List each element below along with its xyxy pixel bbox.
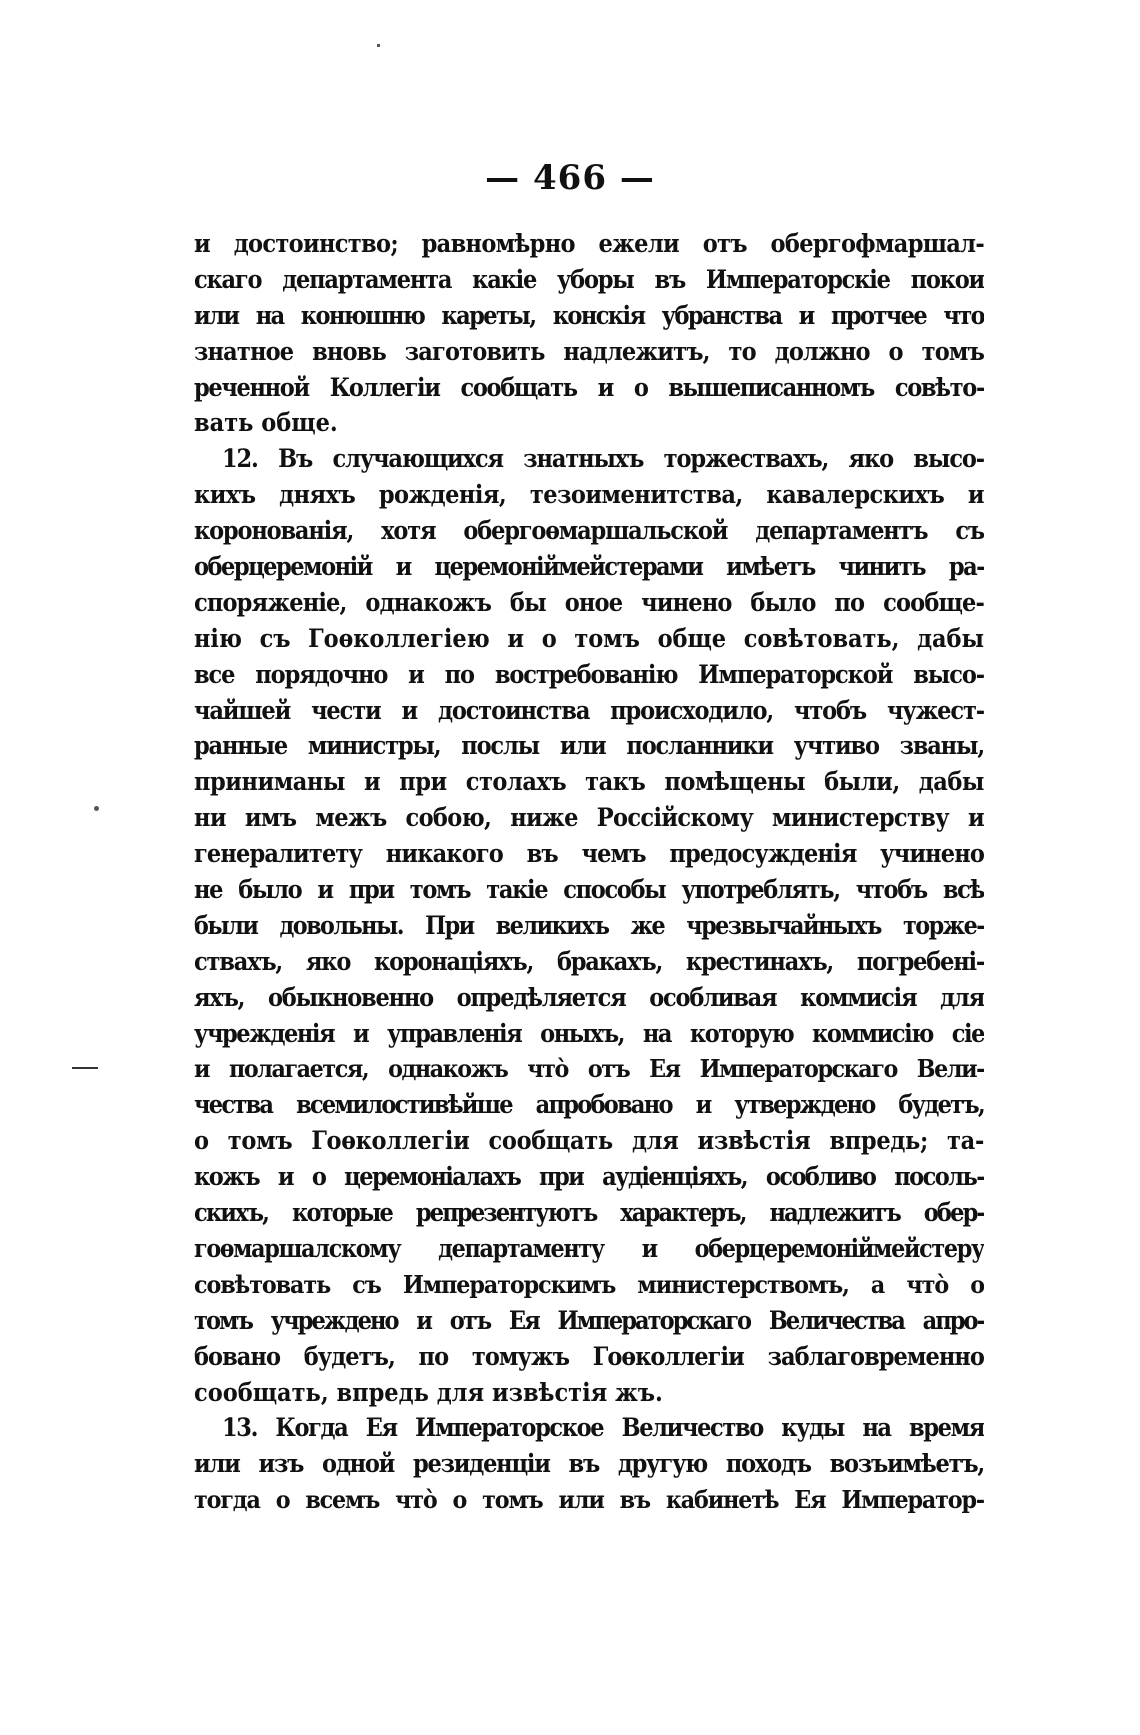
text-line: чества всемилостивѣйше апробовано и утверждено будетъ, xyxy=(194,1090,984,1120)
text-line: реченной Коллегіи сообщать и о вышеписанномъ совѣто- xyxy=(194,372,984,402)
text-line: кихъ дняхъ рожденія, тезоименитства, кавалерскихъ и xyxy=(194,480,984,510)
margin-dash-mark xyxy=(72,1067,98,1069)
text-line: генералитету никакого въ чемъ предосужденія учинено xyxy=(194,839,984,869)
text-line: споряженіе, однакожъ бы оное чинено было по сообще- xyxy=(194,587,984,617)
text-line: все порядочно и по востребованію Императорской высо- xyxy=(194,659,984,689)
text-line: были довольны. При великихъ же чрезвычайныхъ торже- xyxy=(194,910,984,940)
text-line: скаго департамента какіе уборы въ Императорскіе покои xyxy=(194,264,984,294)
text-line: не было и при томъ такіе способы употреблять, чтобъ всѣ xyxy=(194,875,984,905)
text-line: томъ учреждено и отъ Ея Императорскаго Величества апро- xyxy=(194,1305,984,1335)
text-line: или изъ одной резиденціи въ другую походъ возъимѣетъ, xyxy=(194,1449,984,1479)
text-line: скихъ, которые репрезентуютъ характеръ, надлежитъ обер- xyxy=(194,1198,984,1228)
text-line: сообщать, впредь для извѣстія жъ. xyxy=(194,1377,663,1407)
text-line: вать обще. xyxy=(194,408,338,438)
text-line: гоѳмаршалскому департаменту и оберцеремоніймейстеру xyxy=(194,1233,984,1263)
body-text xyxy=(194,226,984,1518)
text-line: ствахъ, яко коронаціяхъ, бракахъ, крестинахъ, погребені- xyxy=(194,946,984,976)
text-line: коронованія, хотя обергоѳмаршальской департаментъ съ xyxy=(194,516,984,546)
text-line: бовано будетъ, по томужъ Гоѳколлегіи заблаговременно xyxy=(194,1341,984,1371)
text-line: знатное вновь заготовить надлежитъ, то должно о томъ xyxy=(194,336,984,366)
text-line: или на конюшню кареты, конскія убранства и протчее что xyxy=(194,300,984,330)
text-line: о томъ Гоѳколлегіи сообщать для извѣстія впредь; та- xyxy=(194,1126,984,1156)
text-line: чайшей чести и достоинства происходило, чтобъ чужест- xyxy=(194,695,984,725)
speck-margin xyxy=(94,806,99,811)
speck-top xyxy=(377,44,380,47)
text-line: тогда о всемъ что̀ о томъ или въ кабинетѣ Ея Император- xyxy=(194,1485,984,1515)
text-line: совѣтовать съ Императорскимъ министерствомъ, а что̀ о xyxy=(194,1269,984,1299)
text-line: яхъ, обыкновенно опредѣляется особливая коммисія для xyxy=(194,982,984,1012)
text-line: 13. Когда Ея Императорское Величество куды на время xyxy=(222,1413,984,1443)
text-line: кожъ и о церемоніалахъ при аудіенціяхъ, особливо посоль- xyxy=(194,1162,984,1192)
text-line: учрежденія и управленія оныхъ, на которую коммисію сіе xyxy=(194,1018,984,1048)
text-line: приниманы и при столахъ такъ помѣщены были, дабы xyxy=(194,767,984,797)
text-line: ранные министры, послы или посланники учтиво званы, xyxy=(194,731,984,761)
text-line: и полагается, однакожъ что̀ отъ Ея Императорскаго Вели- xyxy=(194,1054,984,1084)
text-line: нію съ Гоѳколлегіею и о томъ обще совѣтовать, дабы xyxy=(194,623,984,653)
page-number: — 466 — xyxy=(485,158,655,198)
text-line: оберцеремоній и церемоніймейстерами имѣетъ чинить ра- xyxy=(194,552,984,582)
text-line: ни имъ межъ собою, ниже Россійскому министерству и xyxy=(194,803,984,833)
text-line: и достоинство; равномѣрно ежели отъ обергофмаршал- xyxy=(194,229,984,258)
text-line: 12. Въ случающихся знатныхъ торжествахъ, яко высо- xyxy=(222,444,984,474)
